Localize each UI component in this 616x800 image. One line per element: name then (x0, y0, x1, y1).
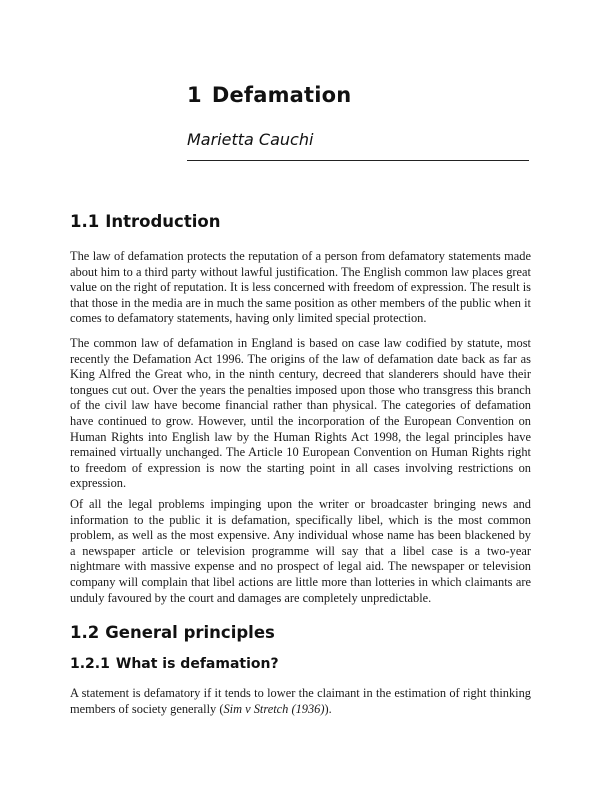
paragraph-text: A statement is defamatory if it tends to lower the claimant in the estimation of right thinking members of society generally ( (70, 686, 531, 716)
section-number: 1.2 (70, 623, 100, 642)
case-citation: Sim v Stretch (1936) (223, 701, 325, 716)
chapter-title-text: Defamation (211, 83, 352, 107)
section-heading-introduction (70, 212, 220, 231)
paragraph: The law of defamation protects the reputation of a person from defamatory statements made about him to a third party without lawful justification. The English common law places great value on the right of reputation. It is less concerned with freedom of expression. The result is that those in the media are in much the same position as other members of the public when it comes to defamatory statements, having only limited special protection. (70, 249, 531, 326)
section-heading-general-principles (70, 623, 275, 642)
subsection-number: 1.2.1 (70, 656, 110, 672)
paragraph (70, 686, 531, 717)
paragraph-text-end: ). (324, 701, 332, 716)
subsection-heading-what-is-defamation (70, 656, 279, 672)
chapter-author: Marietta Cauchi (187, 130, 314, 149)
chapter-title (187, 83, 351, 107)
paragraph: Of all the legal problems impinging upon the writer or broadcaster bringing news and information to the public it is defamation, specifically libel, which is the most common problem, as well as the most expensive. Any individual whose name has been blackened by a newspaper article or television programme will say that a libel case is a two-year nightmare with massive expense and no prospect of legal aid. The newspaper or television company will complain that libel actions are little more than lotteries in which claimants are unduly favoured by the court and damages are completely unpredictable. (70, 497, 531, 605)
paragraph: The common law of defamation in England is based on case law codified by statute, most recently the Defamation Act 1996. The origins of the law of defamation date back as far as King Alfred the Great who, in the ninth century, decreed that slanderers should have their tongues cut out. Over the years the penalties imposed upon those who transgress this branch of the civil law have become financial rather than physical. The categories of defamation have continued to grow. However, until the incorporation of the European Convention on Human Rights into English law by the Human Rights Act 1998, the legal principles have remained virtually unchanged. The Article 10 European Convention on Human Rights right to freedom of expression is now the starting point in all cases involving restrictions on expression. (70, 336, 531, 491)
chapter-number: 1 (187, 83, 202, 107)
section-title: General principles (105, 623, 275, 642)
subsection-title: What is defamation? (115, 656, 279, 672)
section-title: Introduction (105, 212, 221, 231)
section-number: 1.1 (70, 212, 100, 231)
title-divider (187, 160, 529, 161)
